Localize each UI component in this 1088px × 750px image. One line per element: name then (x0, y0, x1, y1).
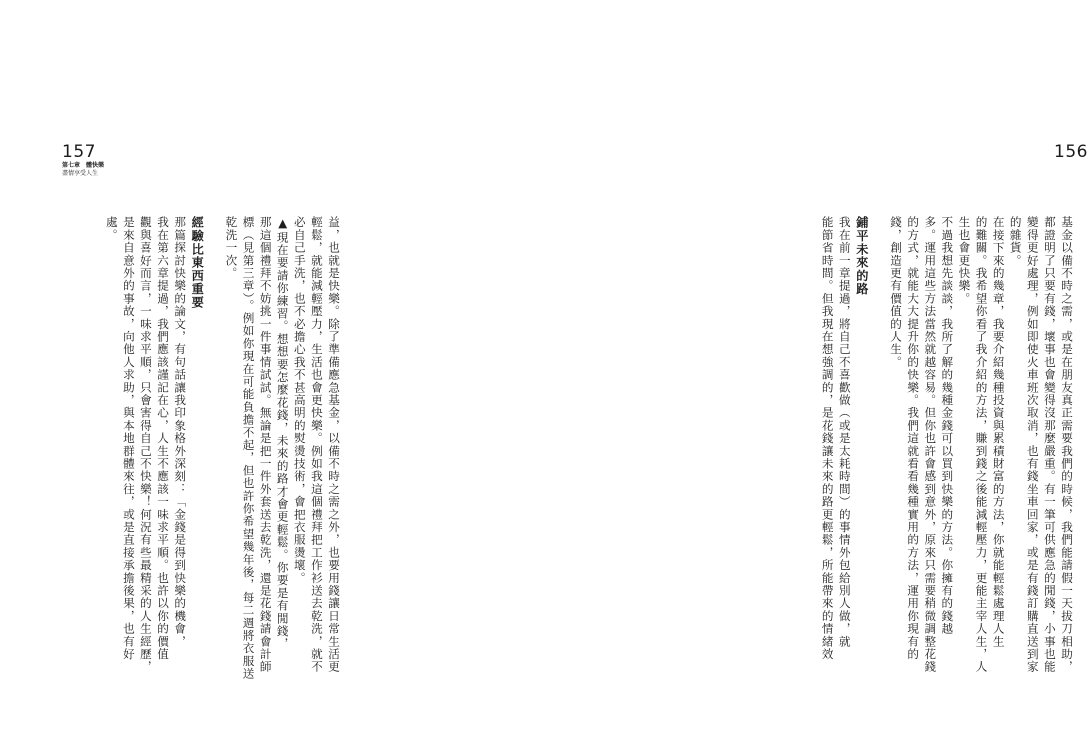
text-line: 多。運用這些方法當然就越容易。但你也許會感到意外，原來只需要稍微調整花錢 (923, 216, 938, 674)
text-line: 變得更好處理，例如即使火車班次取消，也有錢坐車回家，或是有錢訂購直送到家 (1025, 216, 1040, 674)
right-text-column (785, 216, 1075, 674)
text-line: 那這個禮拜不妨挑一件事情試試。無論是把一件外套送去乾洗，還是花錢請會計師 (258, 216, 273, 674)
text-line: 的方式，就能大大提升你的快樂。我們這就看看幾種實用的方法，運用你現有的 (906, 216, 921, 661)
text-line: 必自己手洗，也不必擔心我不甚高明的熨燙技術，會把衣服燙壞。 (292, 216, 307, 585)
text-line: 不過我想先談談，我所了解的幾種金錢可以買到快樂的方法。你擁有的錢越 (940, 216, 955, 636)
page-number-right: 156 (1054, 142, 1088, 162)
text-line: 都證明了只要有錢，壞事也會變得沒那麼嚴重。有一筆可供應急的閒錢，小事也能 (1042, 216, 1057, 674)
text-line: 基金以備不時之需，或是在朋友真正需要我們的時候，我們能請假一天拔刀相助， (1060, 216, 1074, 674)
text-line: 的難關。我希望你看了我介紹的方法，賺到錢之後能減輕壓力，更能主宰人生，人 (974, 216, 989, 674)
left-page (0, 0, 375, 750)
section-heading: 鋪平未來的路 (854, 216, 869, 296)
text-line: 益，也就是快樂。除了準備應急基金，以備不時之需之外，也要用錢讓日常生活更 (327, 216, 341, 674)
text-line: 我在前一章提過，將自己不喜歡做（或是太耗時間）的事情外包給別人做，就 (837, 216, 852, 648)
text-line: 那篇探討快樂的論文，有句話讓我印象格外深刻：「金錢是得到快樂的機會， (173, 216, 188, 648)
text-line: 輕鬆，就能減輕壓力，生活也會更快樂。例如我這個禮拜把工作衫送去乾洗，就不 (309, 216, 324, 674)
text-line: 錢，創造更有價值的人生。 (889, 216, 904, 369)
section-heading: 經驗比東西重要 (190, 216, 205, 310)
chapter-label: 第七章 體快樂 (62, 162, 105, 169)
text-line: 乾洗一次。 (224, 216, 239, 280)
text-line: 是來自意外的事故，向他人求助，與本地群體來往，或是直接承擔後果，也有好 (121, 216, 136, 661)
text-line: 能節省時間。但我現在想強調的，是花錢讓未來的路更輕鬆，所能帶來的情緒效 (820, 216, 835, 661)
text-line: 觀與喜好而言，一味求平順，只會害得自己不快樂！何況有些最精采的人生經歷， (138, 216, 153, 674)
text-line: 的雜貨。 (1008, 216, 1023, 267)
text-line: ▲現在要請你練習。想想要怎麼花錢，未來的路才會更輕鬆。你要是有閒錢， (275, 216, 290, 651)
text-line: 我在第六章提過，我們應該謹記在心，人生不應該一味求平順。也許以你的價值 (156, 216, 171, 661)
left-text-column (62, 216, 342, 681)
text-line: 標（見第三章）。例如你現在可能負擔不起，但也許你希望幾年後，每二週將衣服送 (241, 216, 256, 681)
chapter-subtitle: 盡情享受人生 (62, 170, 99, 177)
text-line: 在接下來的幾章，我要介紹幾種投資與累積財富的方法，你就能輕鬆處理人生 (991, 216, 1006, 648)
chapter-header (62, 162, 104, 178)
right-page (375, 0, 1088, 750)
page-number-left: 157 (62, 142, 96, 162)
text-line: 處。 (104, 216, 119, 242)
text-line: 生也會更快樂。 (957, 216, 972, 305)
